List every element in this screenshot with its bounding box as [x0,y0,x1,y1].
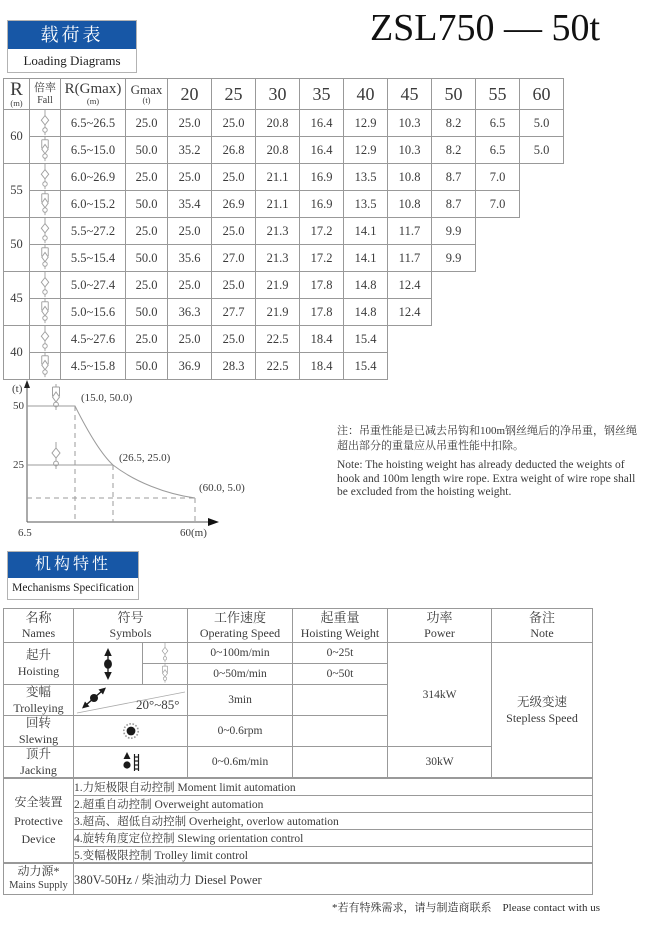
mechanisms-spec-table [3,608,593,778]
load-value-cell: 25.0 [168,110,212,137]
empty-cell [432,326,476,353]
loading-diagrams-title-zh: 载荷表 [8,21,136,49]
load-value-cell: 20.8 [256,110,300,137]
load-value-cell: 17.8 [300,272,344,299]
load-value-cell: 22.5 [256,353,300,380]
hoisting-speed2-cell: 0~50m/min [188,664,293,685]
empty-cell [432,353,476,380]
radius-cell: 55 [4,164,30,218]
trolleying-name-cell: 变幅 Trolleying [4,685,74,716]
col-header-rgmax: R(Gmax) (m) [61,79,126,110]
protective-item-cell: 2.超重自动控制 Overweight automation [74,796,593,813]
empty-cell [520,218,564,245]
note-en-line2: hook and 100m length wire rope. Extra weight of wire rope shall [337,472,636,485]
spec-col-weight: 起重量 Hoisting Weight [293,609,388,643]
load-value-cell: 35.4 [168,191,212,218]
fall-4-icon [30,245,61,272]
load-value-cell: 12.9 [344,137,388,164]
protective-row [4,779,593,796]
slewing-name-cell: 回转 Slewing [4,716,74,747]
power-main-cell: 314kW [388,643,492,747]
rgmax-range-cell: 6.0~26.9 [61,164,126,191]
rgmax-range-cell: 5.5~27.2 [61,218,126,245]
load-value-cell: 10.8 [388,164,432,191]
col-header-fall: 倍率 Fall [30,79,61,110]
jacking-weight-cell [293,747,388,778]
gmax-cell: 50.0 [126,353,168,380]
load-value-cell: 11.7 [388,218,432,245]
load-table-header-row [4,79,564,110]
load-value-cell: 26.9 [212,191,256,218]
empty-cell [476,326,520,353]
load-value-cell: 16.4 [300,137,344,164]
gmax-cell: 25.0 [126,218,168,245]
radius-cell: 60 [4,110,30,164]
empty-cell [476,245,520,272]
protective-item-cell: 1.力矩极限自动控制 Moment limit automation [74,779,593,796]
rgmax-range-cell: 6.5~26.5 [61,110,126,137]
protective-row [4,847,593,864]
load-value-cell: 7.0 [476,191,520,218]
load-value-cell: 18.4 [300,353,344,380]
slewing-weight-cell [293,716,388,747]
load-value-cell: 35.2 [168,137,212,164]
empty-cell [520,326,564,353]
y-tick-25: 25 [13,459,24,471]
col-header-50: 50 [432,79,476,110]
fall-4-icon [30,191,61,218]
empty-cell [476,353,520,380]
load-value-cell: 8.7 [432,164,476,191]
rgmax-range-cell: 5.5~15.4 [61,245,126,272]
empty-cell [520,272,564,299]
radius-cell: 50 [4,218,30,272]
load-value-cell: 21.3 [256,245,300,272]
note-cell: 无级变速 Stepless Speed [492,643,593,778]
load-table-row [4,137,564,164]
gmax-cell: 50.0 [126,299,168,326]
radius-cell: 40 [4,326,30,380]
mains-supply-label-cell: 动力源* Mains Supply [4,863,74,895]
load-value-cell: 7.0 [476,164,520,191]
y-axis-arrow-icon [24,380,30,388]
load-value-cell: 21.1 [256,191,300,218]
load-value-cell: 8.2 [432,110,476,137]
load-value-cell: 27.0 [212,245,256,272]
jacking-symbol-cell [74,747,188,778]
spec-col-note: 备注 Note [492,609,593,643]
hoisting-weight2-cell: 0~50t [293,664,388,685]
protective-label-cell: 安全装置 Protective Device [4,779,74,864]
trolleying-speed-cell: 3min [188,685,293,716]
empty-cell [520,245,564,272]
trolleying-weight-cell [293,685,388,716]
power-jacking-cell: 30kW [388,747,492,778]
load-value-cell: 25.0 [168,272,212,299]
empty-cell [388,353,432,380]
load-value-cell: 8.2 [432,137,476,164]
hoisting-fall4-cell [143,664,188,685]
load-table-row [4,110,564,137]
col-header-radius: R (m) [4,79,30,110]
fall-2-icon [30,110,61,137]
gmax-cell: 25.0 [126,326,168,353]
load-value-cell: 5.0 [520,110,564,137]
col-header-20: 20 [168,79,212,110]
load-value-cell: 25.0 [212,272,256,299]
load-value-cell: 21.9 [256,299,300,326]
fall-4-icon [30,137,61,164]
load-table-row [4,272,564,299]
rgmax-range-cell: 6.0~15.2 [61,191,126,218]
col-header-30: 30 [256,79,300,110]
empty-cell [520,353,564,380]
load-value-cell: 21.1 [256,164,300,191]
load-table [3,78,564,380]
rgmax-range-cell: 4.5~27.6 [61,326,126,353]
load-value-cell: 25.0 [212,326,256,353]
gmax-cell: 25.0 [126,110,168,137]
col-header-45: 45 [388,79,432,110]
spec-col-symbols: 符号 Symbols [74,609,188,643]
loading-diagrams-header [7,20,137,73]
rgmax-range-cell: 5.0~27.4 [61,272,126,299]
gmax-cell: 50.0 [126,245,168,272]
spec-col-power: 功率 Power [388,609,492,643]
load-value-cell: 25.0 [168,218,212,245]
load-value-cell: 10.8 [388,191,432,218]
slewing-symbol-cell [74,716,188,747]
note-en-line1: Note: The hoisting weight has already deducted the weights of [337,459,625,472]
empty-cell [432,272,476,299]
empty-cell [520,299,564,326]
protective-row [4,796,593,813]
gmax-cell: 50.0 [126,191,168,218]
empty-cell [520,191,564,218]
mains-supply-table [3,862,593,895]
jacking-name-cell: 顶升 Jacking [4,747,74,778]
page-title: ZSL750 — 50t [369,7,601,49]
annotation-p1: (15.0, 50.0) [81,392,133,404]
fall-4-icon [30,299,61,326]
protective-row [4,813,593,830]
rgmax-range-cell: 4.5~15.8 [61,353,126,380]
load-value-cell: 6.5 [476,110,520,137]
trolleying-arrow-icon [74,685,188,715]
x-tick-max: 60(m) [180,527,207,539]
load-value-cell: 36.9 [168,353,212,380]
protective-device-table [3,778,593,864]
load-value-cell: 17.2 [300,245,344,272]
protective-item-cell: 3.超高、超低自动控制 Overheight, overlow automation [74,813,593,830]
mechanisms-header [7,551,139,600]
protective-item-cell: 5.变幅极限控制 Trolley limit control [74,847,593,864]
note-zh-line1: 注：吊重性能是已减去吊钩和100m钢丝绳后的净吊重，钢丝绳 [337,425,638,437]
svg-text:20°~85°: 20°~85° [136,697,180,712]
load-value-cell: 17.2 [300,218,344,245]
load-table-row [4,191,564,218]
load-value-cell: 25.0 [212,110,256,137]
load-value-cell: 21.9 [256,272,300,299]
load-value-cell: 18.4 [300,326,344,353]
load-value-cell: 10.3 [388,110,432,137]
load-value-cell: 20.8 [256,137,300,164]
load-value-cell: 8.7 [432,191,476,218]
fall-2-icon [30,272,61,299]
rgmax-range-cell: 5.0~15.6 [61,299,126,326]
empty-cell [520,164,564,191]
load-value-cell: 11.7 [388,245,432,272]
fall-2-icon [30,218,61,245]
load-value-cell: 27.7 [212,299,256,326]
hoisting-symbol-cell [74,643,143,685]
load-value-cell: 9.9 [432,218,476,245]
load-value-cell: 22.5 [256,326,300,353]
load-table-row [4,299,564,326]
load-value-cell: 5.0 [520,137,564,164]
fall-4-icon [30,353,61,380]
load-table-row [4,164,564,191]
load-value-cell: 15.4 [344,326,388,353]
load-value-cell: 36.3 [168,299,212,326]
col-header-55: 55 [476,79,520,110]
note-en-line3: be excluded from the hoisting weight. [337,486,512,499]
load-value-cell: 10.3 [388,137,432,164]
fall-2-icon [30,164,61,191]
hoisting-row-1 [4,643,593,664]
gmax-cell: 25.0 [126,164,168,191]
slewing-speed-cell: 0~0.6rpm [188,716,293,747]
jacking-speed-cell: 0~0.6m/min [188,747,293,778]
load-value-cell: 25.0 [212,164,256,191]
loading-diagrams-title-en: Loading Diagrams [23,53,121,68]
load-value-cell: 28.3 [212,353,256,380]
load-value-cell: 14.8 [344,272,388,299]
y-axis-label: (t) [12,383,23,395]
load-table-row [4,245,564,272]
empty-cell [476,299,520,326]
col-header-35: 35 [300,79,344,110]
hoisting-note [337,424,647,500]
mechanisms-title-en: Mechanisms Specification [12,582,134,594]
load-value-cell: 16.9 [300,164,344,191]
y-tick-50: 50 [13,400,24,412]
fall-2-icon [157,643,173,663]
load-value-cell: 9.9 [432,245,476,272]
x-axis-arrow-icon [208,518,219,526]
fall-4-icon [157,664,173,684]
trolleying-symbol-cell [74,685,188,716]
spec-header-row [4,609,593,643]
load-value-cell: 25.0 [212,218,256,245]
load-value-cell: 35.6 [168,245,212,272]
hoisting-arrow-icon [100,648,116,680]
footer-contact-note: *若有特殊需求，请与制造商联系 Please contact with us [332,902,600,914]
load-value-cell: 15.4 [344,353,388,380]
x-tick-min: 6.5 [18,527,32,539]
spec-col-speed: 工作速度 Operating Speed [188,609,293,643]
load-value-cell: 25.0 [168,326,212,353]
load-value-cell: 16.9 [300,191,344,218]
load-value-cell: 12.4 [388,272,432,299]
protective-item-cell: 4.旋转角度定位控制 Slewing orientation control [74,830,593,847]
protective-row [4,830,593,847]
load-value-cell: 12.4 [388,299,432,326]
hoisting-name-cell: 起升 Hoisting [4,643,74,685]
load-value-cell: 12.9 [344,110,388,137]
spec-col-names: 名称 Names [4,609,74,643]
load-value-cell: 6.5 [476,137,520,164]
annotation-p2: (26.5, 25.0) [119,452,171,464]
col-header-gmax: Gmax (t) [126,79,168,110]
col-header-25: 25 [212,79,256,110]
radius-cell: 45 [4,272,30,326]
load-value-cell: 21.3 [256,218,300,245]
annotation-p3: (60.0, 5.0) [199,482,245,494]
load-value-cell: 14.1 [344,245,388,272]
load-value-cell: 13.5 [344,164,388,191]
jacking-icon [120,751,142,773]
hoisting-weight1-cell: 0~25t [293,643,388,664]
gmax-cell: 25.0 [126,272,168,299]
empty-cell [476,272,520,299]
empty-cell [388,326,432,353]
load-value-cell: 14.1 [344,218,388,245]
load-value-cell: 16.4 [300,110,344,137]
hoisting-fall2-cell [143,643,188,664]
empty-cell [432,299,476,326]
mains-supply-value-cell: 380V-50Hz / 柴油动力 Diesel Power [74,863,593,895]
load-value-cell: 14.8 [344,299,388,326]
load-value-cell: 17.8 [300,299,344,326]
load-value-cell: 26.8 [212,137,256,164]
fall-2-icon [30,326,61,353]
mains-supply-row [4,863,593,895]
load-table-row [4,326,564,353]
load-value-cell: 13.5 [344,191,388,218]
note-zh-line2: 超出部分的重量应从吊重性能中扣除。 [337,439,524,452]
mechanisms-title-zh: 机构特性 [8,552,138,578]
col-header-60: 60 [520,79,564,110]
load-table-row [4,218,564,245]
rgmax-range-cell: 6.5~15.0 [61,137,126,164]
hoisting-speed1-cell: 0~100m/min [188,643,293,664]
slewing-icon [121,721,141,741]
load-table-row [4,353,564,380]
load-value-cell: 25.0 [168,164,212,191]
empty-cell [476,218,520,245]
load-curve-chart [8,378,328,541]
col-header-40: 40 [344,79,388,110]
gmax-cell: 50.0 [126,137,168,164]
